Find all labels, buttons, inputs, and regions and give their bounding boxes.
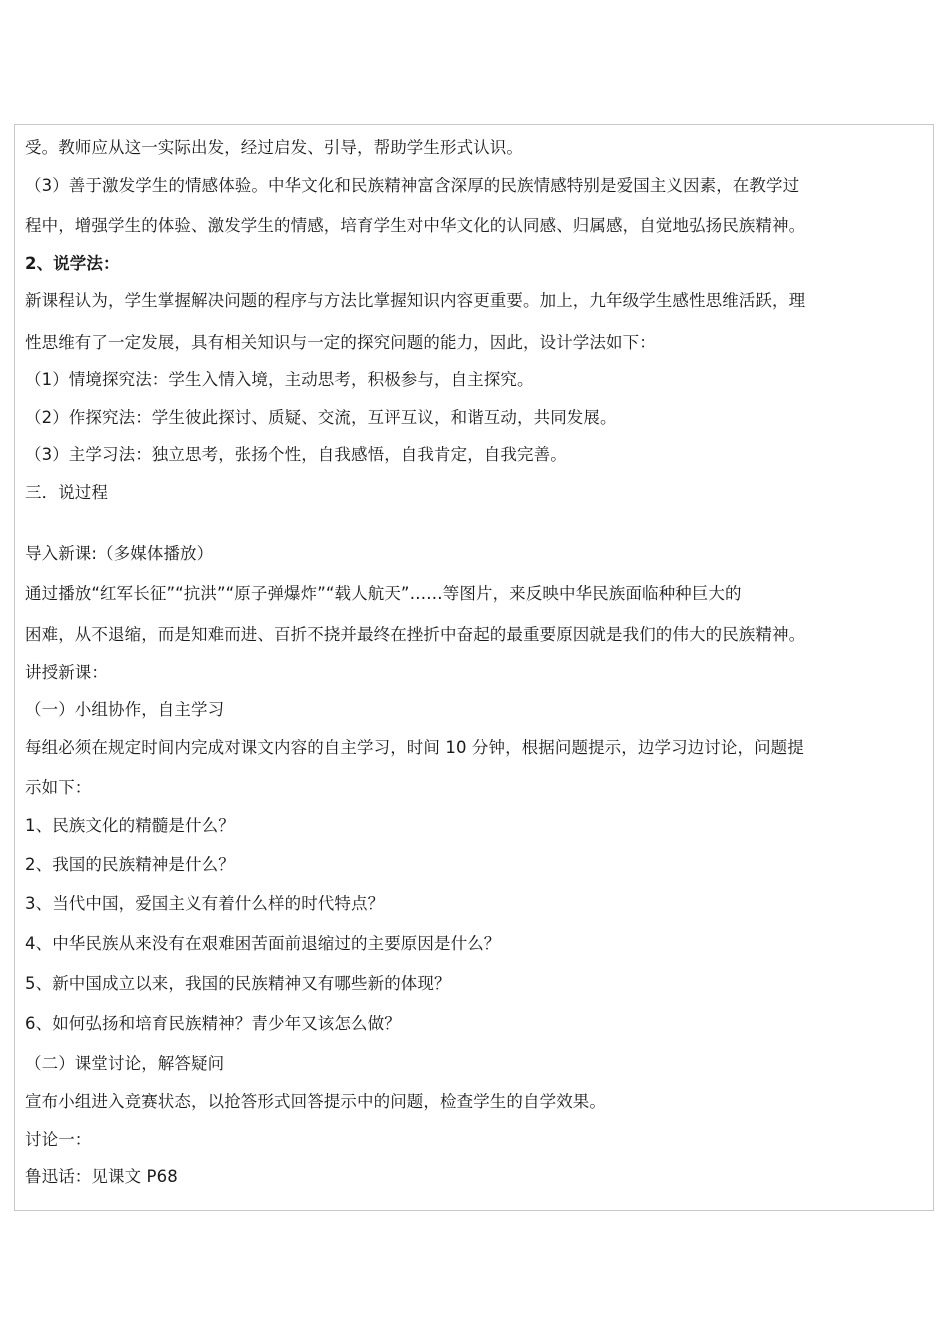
text-line: 受。教师应从这一实际出发，经过启发、引导，帮助学生形式认识。 [25, 138, 523, 157]
list-item: 1、民族文化的精髓是什么？ [25, 816, 235, 835]
list-item: 4、中华民族从来没有在艰难困苦面前退缩过的主要原因是什么？ [25, 934, 501, 953]
text-line: 程中，增强学生的体验、激发学生的情感，培育学生对中华文化的认同感、归属感，自觉地弘扬民族精神。 [25, 216, 806, 235]
list-item: 2、我国的民族精神是什么？ [25, 855, 235, 874]
list-item: 3、当代中国，爱国主义有着什么样的时代特点？ [25, 894, 385, 913]
list-item: （1）情境探究法：学生入情入境，主动思考，积极参与，自主探究。 [25, 370, 534, 389]
section-heading: 2、说学法： [25, 254, 120, 273]
document-border [14, 124, 934, 1211]
text-line: 新课程认为，学生掌握解决问题的程序与方法比掌握知识内容更重要。加上，九年级学生感性思维活跃，理 [25, 291, 806, 310]
text-line: 鲁迅话：见课文 P68 [25, 1167, 178, 1186]
text-line: 性思维有了一定发展，具有相关知识与一定的探究问题的能力，因此，设计学法如下： [25, 333, 656, 352]
list-item: 5、新中国成立以来，我国的民族精神又有哪些新的体现？ [25, 974, 451, 993]
subsection-heading: （一）小组协作，自主学习 [25, 700, 225, 719]
list-item: （2）作探究法：学生彼此探讨、质疑、交流，互评互议，和谐互动，共同发展。 [25, 408, 617, 427]
text-line: 每组必须在规定时间内完成对课文内容的自主学习，时间 10 分钟，根据问题提示，边学习边讨论，问题提 [25, 738, 804, 757]
list-item: 6、如何弘扬和培育民族精神？青少年又该怎么做？ [25, 1014, 401, 1033]
section-heading: 三．说过程 [25, 483, 108, 502]
text-line: 示如下： [25, 778, 92, 797]
text-line: 导入新课:（多媒体播放） [25, 544, 214, 563]
subsection-heading: （二）课堂讨论，解答疑问 [25, 1054, 225, 1073]
text-line: 讨论一： [25, 1130, 92, 1149]
list-item: （3）主学习法：独立思考，张扬个性，自我感悟，自我肯定，自我完善。 [25, 445, 567, 464]
text-line: 宣布小组进入竞赛状态，以抢答形式回答提示中的问题，检查学生的自学效果。 [25, 1092, 606, 1111]
text-line: （3）善于激发学生的情感体验。中华文化和民族精神富含深厚的民族情感特别是爱国主义因素，在教学过 [25, 176, 800, 195]
text-line: 讲授新课： [25, 663, 108, 682]
text-line: 通过播放“红军长征”“抗洪”“原子弹爆炸”“载人航天”……等图片，来反映中华民族面临种种巨大的 [25, 584, 742, 603]
text-line: 困难，从不退缩，而是知难而进、百折不挠并最终在挫折中奋起的最重要原因就是我们的伟大的民族精神。 [25, 625, 806, 644]
